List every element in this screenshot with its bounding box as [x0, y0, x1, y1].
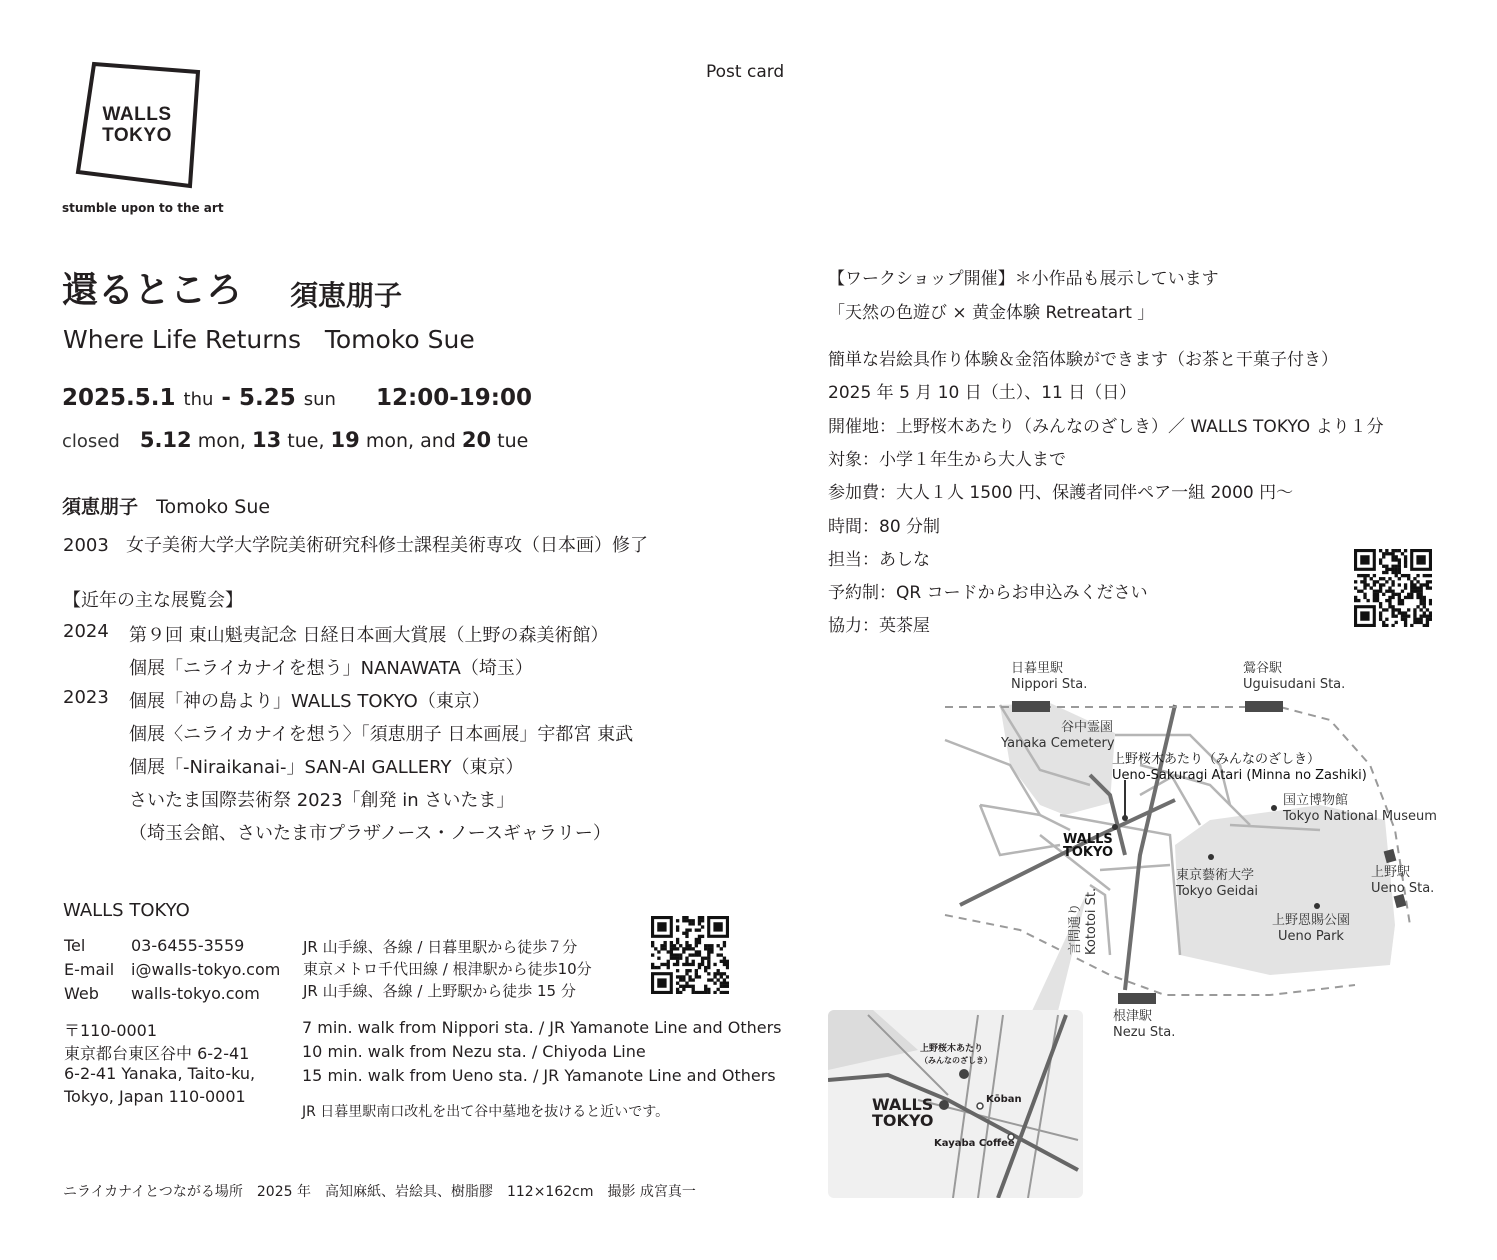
- address-line: Tokyo, Japan 110-0001: [64, 1087, 246, 1106]
- workshop-line: 協力：英茶屋: [828, 616, 930, 637]
- workshop-line: 予約制：QR コードからお申込みください: [828, 583, 1148, 604]
- workshop-line: 時間：80 分制: [828, 516, 941, 537]
- logo-text: WALLS TOKYO: [102, 104, 172, 146]
- exhibition-item: 個展「-Niraikanai-」SAN-AI GALLERY（東京）: [129, 757, 524, 778]
- artwork-caption: ニライカナイとつながる場所 2025 年 高知麻紙、岩絵具、樹脂膠 112×162cm 撮影 成宮真一: [63, 1184, 696, 1200]
- opening-hours: 12:00-19:00: [375, 385, 532, 411]
- exhibition-item: さいたま国際芸術祭 2023「創発 in さいたま」: [129, 790, 515, 811]
- contact-value: 03-6455-3559: [131, 936, 245, 955]
- yanaka-label: 谷中霊園 Yanaka Cemetery: [1001, 720, 1115, 751]
- exhibition-item: 個展「ニライカナイを想う」NANAWATA（埼玉）: [129, 658, 533, 679]
- bio-education: 2003 女子美術大学大学院美術研究科修士課程美術専攻（日本画）修了: [63, 535, 648, 556]
- access-en-line: 15 min. walk from Ueno sta. / JR Yamanote Line and Others: [302, 1066, 776, 1085]
- nezu-label: 根津駅 Nezu Sta.: [1113, 1009, 1176, 1040]
- sakuragi-pin: [1122, 815, 1128, 821]
- workshop-line: 担当：あしな: [828, 549, 930, 570]
- geidai-label: 東京藝術大学 Tokyo Geidai: [1176, 868, 1259, 899]
- website-qr-code[interactable]: [651, 916, 729, 994]
- reservation-qr-code[interactable]: [1354, 549, 1432, 627]
- inset-sakuragi-label: 上野桜木あたり （みんなのざしき）: [920, 1044, 992, 1065]
- workshop-heading: 【ワークショップ開催】＊小作品も展示しています: [828, 269, 1219, 289]
- contact-label: E-mail: [64, 960, 115, 979]
- workshop-line: 簡単な岩絵具作り体験＆金箔体験ができます（お茶と干菓子付き）: [828, 350, 1338, 370]
- nippori-label: 日暮里駅 Nippori Sta.: [1011, 661, 1088, 692]
- exhibition-item: 個展〈ニライカナイを想う〉「須恵朋子 日本画展」宇都宮 東武: [129, 724, 634, 745]
- exhibition-title-jp: 還るところ: [62, 270, 243, 311]
- access-jp-line: 東京メトロ千代田線 / 根津駅から徒歩10分: [303, 960, 592, 978]
- bio-heading: 須恵朋子 Tomoko Sue: [62, 496, 271, 518]
- uguisudani-label: 鶯谷駅 Uguisudani Sta.: [1243, 661, 1346, 692]
- address-line: 6-2-41 Yanaka, Taito-ku,: [64, 1064, 256, 1083]
- access-jp-line: JR 山手線、各線 / 上野駅から徒歩 15 分: [303, 982, 576, 1000]
- address-line: 〒110-0001: [64, 1021, 158, 1040]
- exhibition-item: 第９回 東山魁夷記念 日経日本画大賞展（上野の森美術館）: [129, 625, 609, 646]
- address-line: 東京都台東区谷中 6-2-41: [64, 1044, 250, 1063]
- exhibition-dates: 2025.5.1 thu - 5.25 sun 12:00-19:00: [62, 385, 532, 411]
- walls-tokyo-pin: [1112, 824, 1118, 830]
- postcard-label: Post card: [706, 62, 785, 82]
- access-jp-line: JR 山手線、各線 / 日暮里駅から徒歩７分: [303, 938, 578, 956]
- workshop-line: 開催地：上野桜木あたり（みんなのざしき）／ WALLS TOKYO より１分: [828, 416, 1384, 437]
- contact-label: Web: [64, 984, 99, 1003]
- contact-value: i@walls-tokyo.com: [131, 960, 281, 979]
- workshop-title: 「天然の色遊び × 黄金体験 Retreatart 」: [828, 303, 1155, 323]
- access-note: JR 日暮里駅南口改札を出て谷中墓地を抜けると近いです。: [302, 1104, 670, 1120]
- workshop-line: 2025 年 5 月 10 日（土）、11 日（日）: [828, 383, 1137, 404]
- workshop-line: 参加費：大人１人 1500 円、保護者同伴ペア一組 2000 円〜: [828, 483, 1294, 504]
- exhibition-item: （埼玉会館、さいたま市プラザノース・ノースギャラリー）: [129, 823, 611, 844]
- inset-kayaba-label: Kayaba Coffee: [934, 1138, 1015, 1149]
- geidai-pin: [1208, 854, 1214, 860]
- museum-pin: [1271, 805, 1277, 811]
- walls-tokyo-map-label: WALLS TOKYO: [1063, 832, 1113, 860]
- inset-walls-label: WALLS TOKYO: [872, 1095, 934, 1130]
- exhibitions-heading: 【近年の主な展覧会】: [63, 590, 243, 611]
- inset-koban-label: Kōban: [986, 1094, 1022, 1105]
- ueno-station-label: 上野駅 Ueno Sta.: [1371, 865, 1435, 896]
- inset-map: [828, 1010, 1083, 1198]
- museum-label: 国立博物館 Tokyo National Museum: [1283, 793, 1437, 824]
- contact-value: walls-tokyo.com: [131, 984, 260, 1003]
- access-en-line: 7 min. walk from Nippori sta. / JR Yamanote Line and Others: [302, 1018, 782, 1037]
- uguisudani-station-marker: [1245, 701, 1283, 712]
- exhibition-year: 2023: [63, 687, 109, 708]
- contact-label: Tel: [64, 936, 86, 955]
- exhibition-title-en: Where Life Returns Tomoko Sue: [63, 325, 475, 354]
- sakuragi-label: 上野桜木あたり（みんなのざしき） Ueno-Sakuragi Atari (Minna no Zashiki): [1112, 752, 1367, 783]
- exhibition-item: 個展「神の島より」WALLS TOKYO（東京）: [129, 691, 490, 712]
- kototoi-label: 言問通り Kototoi St.: [1068, 887, 1099, 955]
- nippori-station-marker: [1012, 701, 1050, 712]
- artist-name-jp: 須恵朋子: [290, 279, 403, 312]
- access-map: [940, 655, 1440, 1055]
- contact-heading: WALLS TOKYO: [63, 900, 190, 921]
- access-en-line: 10 min. walk from Nezu sta. / Chiyoda Line: [302, 1042, 646, 1061]
- workshop-line: 対象：小学１年生から大人まで: [828, 449, 1066, 470]
- park-pin: [1314, 903, 1320, 909]
- tagline: stumble upon to the art: [62, 201, 224, 215]
- nezu-station-marker: [1118, 993, 1156, 1004]
- exhibition-year: 2024: [63, 621, 109, 642]
- closed-days: closed 5.12 mon, 13 tue, 19 mon, and 20 tue: [62, 428, 529, 452]
- park-label: 上野恩賜公園 Ueno Park: [1272, 913, 1351, 944]
